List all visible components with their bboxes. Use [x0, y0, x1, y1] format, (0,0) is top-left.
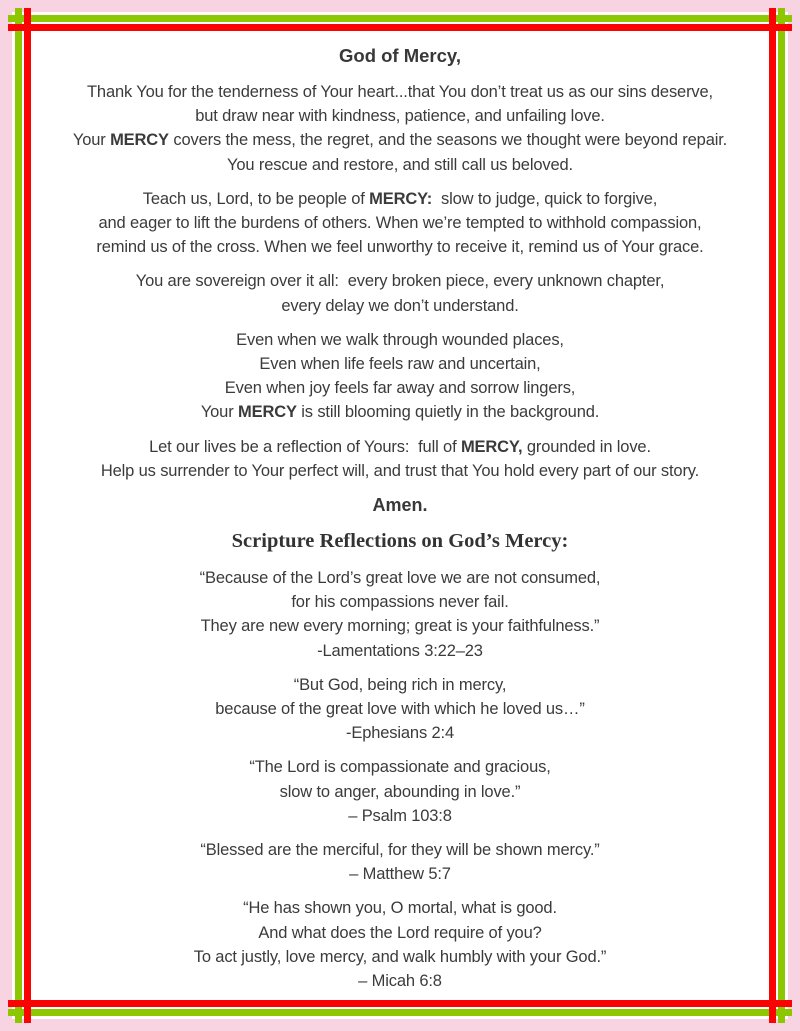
- text-segment: grounded in love.: [522, 437, 651, 456]
- text-line: [31, 459, 769, 483]
- text-line: [31, 269, 769, 293]
- text-segment: every delay we don’t understand.: [281, 296, 519, 315]
- frame-line-green-right: [778, 8, 785, 1023]
- scripture-reference: – Psalm 103:8: [348, 806, 452, 825]
- bold-emphasis: MERCY,: [460, 437, 523, 456]
- text-line: [31, 780, 769, 804]
- text-segment: remind us of the cross. When we feel unworthy to receive it, remind us of Your grace.: [96, 238, 704, 257]
- prayer-document: [31, 31, 769, 1000]
- document-title: God of Mercy,: [339, 45, 461, 66]
- text-segment: “Blessed are the merciful, for they will be shown mercy.”: [200, 841, 600, 860]
- text-segment: Even when we walk through wounded places,: [236, 330, 564, 349]
- text-segment: To act justly, love mercy, and walk humbly with your God.”: [193, 947, 607, 966]
- text-segment: slow to judge, quick to forgive,: [432, 189, 658, 208]
- frame-line-red-top: [8, 24, 792, 31]
- scripture-quote: [31, 838, 769, 862]
- text-line: [31, 838, 769, 862]
- scripture-block-lamentations: [31, 566, 769, 663]
- text-segment: They are new every morning; great is your faithfulness.”: [200, 617, 600, 636]
- scripture-reference: -Ephesians 2:4: [346, 724, 454, 743]
- scripture-quote: [31, 673, 769, 721]
- prayer-paragraph-4: [31, 328, 769, 425]
- frame-line-red-right: [769, 8, 776, 1023]
- text-line: [31, 435, 769, 459]
- scripture-block-micah: [31, 896, 769, 993]
- scripture-reference: – Micah 6:8: [358, 972, 442, 991]
- text-line: [31, 187, 769, 211]
- prayer-paragraph-3: [31, 269, 769, 317]
- text-segment: for his compassions never fail.: [291, 593, 509, 612]
- prayer-paragraph-2: [31, 187, 769, 260]
- text-segment: You rescue and restore, and still call us beloved.: [227, 155, 573, 174]
- text-line: [31, 697, 769, 721]
- bold-emphasis: MERCY:: [369, 189, 433, 208]
- text-segment: Even when life feels raw and uncertain,: [259, 355, 541, 374]
- text-line: [31, 128, 769, 152]
- text-segment: but draw near with kindness, patience, and unfailing love.: [195, 107, 605, 126]
- text-line: [31, 400, 769, 424]
- frame-line-green-top: [8, 15, 792, 22]
- frame-line-green-left: [15, 8, 22, 1023]
- text-line: [31, 673, 769, 697]
- text-segment: slow to anger, abounding in love.”: [279, 782, 521, 801]
- text-segment: and eager to lift the burdens of others. When we’re tempted to withhold compassion,: [98, 214, 702, 233]
- scripture-block-psalm: [31, 755, 769, 828]
- text-segment: “He has shown you, O mortal, what is good.: [243, 899, 557, 918]
- frame-line-red-left: [24, 8, 31, 1023]
- bold-emphasis: MERCY: [238, 403, 297, 422]
- prayer-paragraph-1: [31, 80, 769, 177]
- text-line: [31, 328, 769, 352]
- amen-text: Amen.: [372, 495, 428, 516]
- text-segment: “Because of the Lord’s great love we are not consumed,: [199, 569, 601, 588]
- text-line: [31, 755, 769, 779]
- scripture-quote: [31, 566, 769, 639]
- text-line: [31, 614, 769, 638]
- text-segment: “But God, being rich in mercy,: [293, 675, 507, 694]
- text-segment: Teach us, Lord, to be people of: [142, 189, 370, 208]
- scripture-heading: Scripture Reflections on God’s Mercy:: [231, 530, 569, 553]
- scripture-reference: -Lamentations 3:22–23: [317, 641, 483, 660]
- bold-emphasis: MERCY: [110, 131, 169, 150]
- text-line: [31, 294, 769, 318]
- scripture-quote: [31, 755, 769, 803]
- text-segment: is still blooming quietly in the background.: [296, 403, 600, 422]
- text-line: [31, 104, 769, 128]
- text-line: [31, 80, 769, 104]
- text-segment: Thank You for the tenderness of Your heart...that You don’t treat us as our sins deserve,: [86, 83, 713, 101]
- scripture-block-matthew: [31, 838, 769, 886]
- text-segment: Let our lives be a reflection of Yours: full of: [149, 437, 461, 456]
- text-line: [31, 590, 769, 614]
- text-segment: You are sovereign over it all: every broken piece, every unknown chapter,: [135, 272, 665, 291]
- text-segment: Even when joy feels far away and sorrow lingers,: [224, 379, 576, 398]
- text-line: [31, 153, 769, 177]
- text-segment: because of the great love with which he loved us…”: [215, 700, 585, 719]
- text-segment: And what does the Lord require of you?: [258, 923, 542, 942]
- text-segment: Help us surrender to Your perfect will, and trust that You hold every part of our story.: [100, 461, 700, 480]
- scripture-block-ephesians: [31, 673, 769, 746]
- scripture-reference: – Matthew 5:7: [349, 865, 451, 884]
- text-line: [31, 566, 769, 590]
- text-line: [31, 211, 769, 235]
- text-segment: covers the mess, the regret, and the seasons we thought were beyond repair.: [168, 131, 728, 150]
- scripture-quote: [31, 896, 769, 969]
- text-line: [31, 235, 769, 259]
- prayer-paragraph-5: [31, 435, 769, 483]
- text-line: [31, 376, 769, 400]
- text-line: [31, 945, 769, 969]
- text-segment: Your: [200, 403, 238, 422]
- text-line: [31, 921, 769, 945]
- frame-line-green-bottom: [8, 1009, 792, 1016]
- text-segment: “The Lord is compassionate and gracious,: [249, 758, 551, 777]
- text-line: [31, 896, 769, 920]
- text-line: [31, 352, 769, 376]
- text-segment: Your: [72, 131, 111, 150]
- frame-line-red-bottom: [8, 1000, 792, 1007]
